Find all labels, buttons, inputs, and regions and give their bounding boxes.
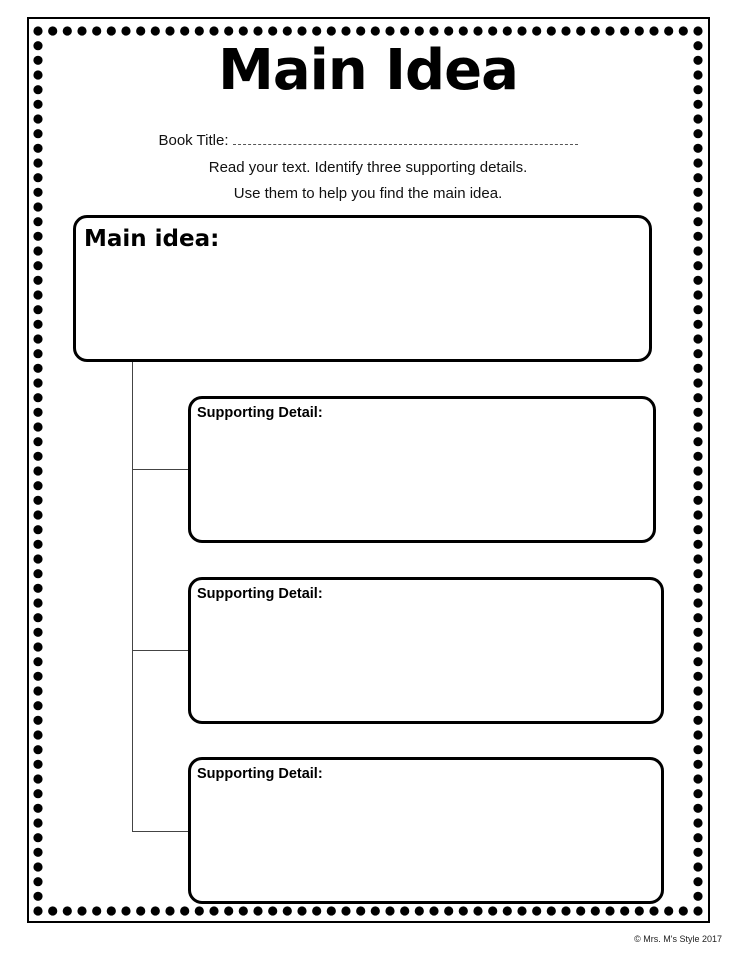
border-dot [693,862,702,871]
connector-vertical-line [132,362,133,832]
border-dot [33,906,42,915]
border-dot [693,246,702,255]
book-title-blank[interactable] [233,133,578,145]
border-dot [517,26,526,35]
connector-line-1 [132,469,188,470]
border-dot [151,26,160,35]
border-dot [33,452,42,461]
supporting-detail-box-3[interactable] [188,757,664,904]
supporting-detail-label-1: Supporting Detail: [197,405,323,421]
border-dot [63,26,72,35]
border-dot [33,657,42,666]
border-dot [473,26,482,35]
border-dot [693,672,702,681]
border-dot [693,657,702,666]
border-dot [253,26,262,35]
border-dot [693,305,702,314]
book-title-label: Book Title: [158,132,229,149]
border-dot [605,26,614,35]
border-dot [649,26,658,35]
border-dot [33,510,42,519]
border-dot [327,26,336,35]
border-dot [693,848,702,857]
border-dot [693,833,702,842]
border-dot [693,642,702,651]
border-dot [693,261,702,270]
border-dot [532,906,541,915]
border-dot [693,202,702,211]
border-dot [239,906,248,915]
border-dot [488,906,497,915]
border-dot [576,906,585,915]
border-dot [693,774,702,783]
border-dot [268,26,277,35]
border-dot [693,496,702,505]
main-idea-label: Main idea: [84,226,220,252]
border-dot [503,906,512,915]
border-dot [33,202,42,211]
border-dot [297,906,306,915]
border-dot [33,877,42,886]
border-dot [591,26,600,35]
border-dot [693,452,702,461]
border-dot [693,232,702,241]
border-dot [33,349,42,358]
border-dot [664,26,673,35]
border-dot [693,598,702,607]
border-dot [693,481,702,490]
border-dot [547,26,556,35]
border-dot [33,833,42,842]
border-dot [312,26,321,35]
border-dot [33,584,42,593]
border-dot [693,393,702,402]
border-dot [444,906,453,915]
border-dot [33,276,42,285]
border-dot [693,466,702,475]
connector-line-3 [132,831,188,832]
border-dot [356,26,365,35]
border-dot [121,906,130,915]
border-dot [679,906,688,915]
border-dot [429,26,438,35]
border-dot [679,26,688,35]
border-dot [620,26,629,35]
border-dot [693,628,702,637]
border-dot [165,906,174,915]
border-dot [33,554,42,563]
border-dot [459,26,468,35]
book-title-line [0,132,736,149]
border-dot [33,642,42,651]
border-dot [77,26,86,35]
border-dot [693,334,702,343]
border-dot [532,26,541,35]
border-dot [693,906,702,915]
border-dot [121,26,130,35]
border-dot [195,906,204,915]
border-dot [48,906,57,915]
border-dot [33,848,42,857]
border-dot [693,613,702,622]
supporting-detail-label-3: Supporting Detail: [197,766,323,782]
border-dot [33,672,42,681]
border-dot [693,510,702,519]
border-dot [693,760,702,769]
border-dot [92,26,101,35]
border-dot [693,569,702,578]
border-dot [371,26,380,35]
border-dot [693,364,702,373]
border-dot [605,906,614,915]
border-dot [693,290,702,299]
border-dot [33,290,42,299]
border-dot [693,554,702,563]
border-dot [33,686,42,695]
border-dot [33,246,42,255]
border-dot [33,598,42,607]
border-dot [33,745,42,754]
border-dot [415,906,424,915]
connector-line-2 [132,650,188,651]
instruction-line-2: Use them to help you find the main idea. [233,185,503,202]
border-dot [107,906,116,915]
border-dot [591,906,600,915]
border-dot [400,906,409,915]
border-dot [693,789,702,798]
border-dot [693,378,702,387]
border-dot [33,716,42,725]
border-dot [283,26,292,35]
border-dot [33,701,42,710]
border-dot [385,906,394,915]
border-dot [649,906,658,915]
border-dot [547,906,556,915]
border-dot [33,818,42,827]
supporting-detail-box-1[interactable] [188,396,656,543]
border-dot [33,466,42,475]
border-dot [620,906,629,915]
border-dot [33,114,42,123]
border-dot [33,232,42,241]
border-dot [517,906,526,915]
border-dot [693,437,702,446]
border-dot [224,906,233,915]
border-dot [693,408,702,417]
border-dot [48,26,57,35]
border-dot [33,760,42,769]
border-dot [151,906,160,915]
border-dot [356,906,365,915]
border-dot [180,906,189,915]
border-dot [503,26,512,35]
border-dot [693,686,702,695]
border-dot [180,26,189,35]
border-dot [561,906,570,915]
border-dot [415,26,424,35]
border-dot [693,716,702,725]
border-dot [33,569,42,578]
border-dot [33,378,42,387]
border-dot [33,892,42,901]
border-dot [693,349,702,358]
border-dot [371,906,380,915]
border-dot [693,818,702,827]
border-dot [224,26,233,35]
border-dot [693,701,702,710]
border-dot [33,730,42,739]
border-dot [209,26,218,35]
border-dot [341,906,350,915]
border-dot [635,906,644,915]
border-dot [33,789,42,798]
page-title: Main Idea [218,38,518,103]
border-dot [33,320,42,329]
border-dot [33,804,42,813]
border-dot [92,906,101,915]
border-dot [239,26,248,35]
border-dot [33,364,42,373]
border-dot [312,906,321,915]
border-dot [33,217,42,226]
border-dot [33,26,42,35]
border-dot [33,393,42,402]
border-dot [488,26,497,35]
border-dot [561,26,570,35]
border-dot [253,906,262,915]
border-dot [693,804,702,813]
border-dot [693,320,702,329]
border-dot [33,305,42,314]
border-dot [33,525,42,534]
border-dot [693,877,702,886]
border-dot [165,26,174,35]
border-dot [33,481,42,490]
border-dot [63,906,72,915]
border-dot [33,774,42,783]
border-dot [297,26,306,35]
border-dot [635,26,644,35]
border-dot [33,613,42,622]
border-dot [576,26,585,35]
border-dot [693,525,702,534]
border-dot [693,584,702,593]
border-dot [693,114,702,123]
border-dot [473,906,482,915]
border-dot [107,26,116,35]
border-dot [693,217,702,226]
border-dot [693,276,702,285]
border-dot [77,906,86,915]
border-dot [268,906,277,915]
border-dot [33,408,42,417]
border-dot [33,496,42,505]
border-dot [33,540,42,549]
border-dot [459,906,468,915]
border-dot [429,906,438,915]
border-dot [209,906,218,915]
border-dot [33,261,42,270]
supporting-detail-label-2: Supporting Detail: [197,586,323,602]
border-dot [444,26,453,35]
border-dot [664,906,673,915]
supporting-detail-box-2[interactable] [188,577,664,724]
border-dot [33,437,42,446]
border-dot [327,906,336,915]
border-dot [33,422,42,431]
border-dot [693,26,702,35]
instruction-line-1: Read your text. Identify three supporting details. [208,159,528,176]
border-dot [400,26,409,35]
border-dot [693,745,702,754]
border-dot [136,906,145,915]
copyright-notice: © Mrs. M's Style 2017 [634,934,722,944]
border-dot [693,540,702,549]
border-dot [33,334,42,343]
border-dot [693,730,702,739]
border-dot [195,26,204,35]
border-dot [341,26,350,35]
border-dot [385,26,394,35]
main-idea-box[interactable] [73,215,652,362]
border-dot [136,26,145,35]
border-dot [693,422,702,431]
border-dot [283,906,292,915]
border-dot [693,892,702,901]
border-dot [33,862,42,871]
border-dot [33,628,42,637]
